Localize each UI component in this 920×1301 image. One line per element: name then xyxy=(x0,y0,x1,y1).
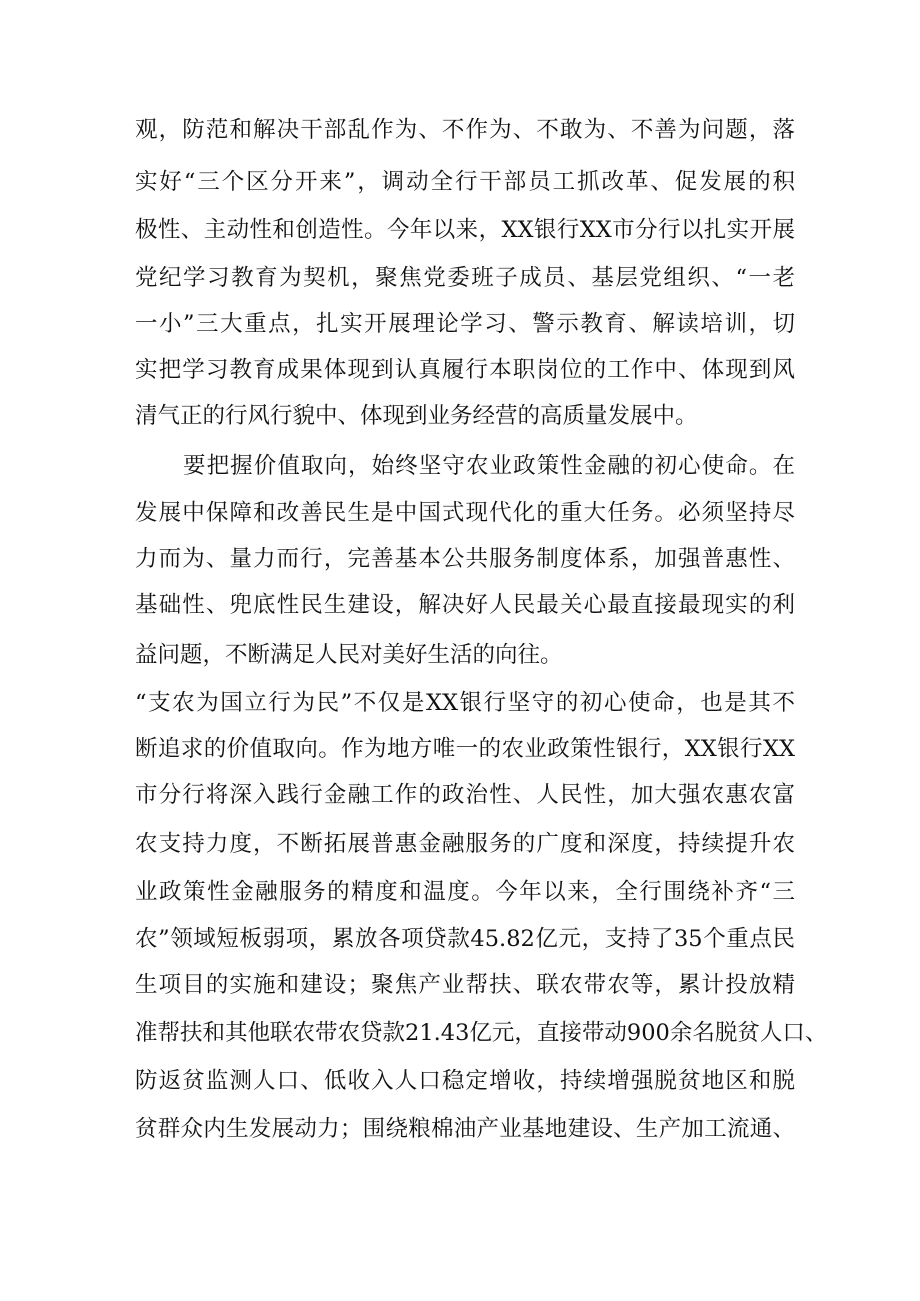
paragraph-3-line-9: 防返贫监测人口、低收入人口稳定增收，持续增强脱贫地区和脱 xyxy=(135,1068,795,1094)
paragraph-3-line-2: 断追求的价值取向。作为地方唯一的农业政策性银行，XX银行XX xyxy=(135,736,795,762)
paragraph-3-line-6: 农”领域短板弱项，累放各项贷款45.82亿元，支持了35个重点民 xyxy=(135,926,795,952)
paragraph-3-line-7: 生项目的实施和建设；聚焦产业帮扶、联农带农等，累计投放精 xyxy=(135,972,795,998)
paragraph-1-line-1: 观，防范和解决干部乱作为、不作为、不敢为、不善为问题，落 xyxy=(135,117,795,143)
paragraph-3-line-10: 贫群众内生发展动力；围绕粮棉油产业基地建设、生产加工流通、 xyxy=(135,1116,795,1142)
paragraph-2-line-1: 要把握价值取向，始终坚守农业政策性金融的初心使命。在 xyxy=(183,453,795,479)
paragraph-3-line-5: 业政策性金融服务的精度和温度。今年以来，全行围绕补齐“三 xyxy=(135,879,795,905)
paragraph-3-line-4: 农支持力度，不断拓展普惠金融服务的广度和深度，持续提升农 xyxy=(135,831,795,857)
paragraph-1-line-5: 一小”三大重点，扎实开展理论学习、警示教育、解读培训，切 xyxy=(135,311,795,337)
paragraph-3-line-3: 市分行将深入践行金融工作的政治性、人民性，加大强农惠农富 xyxy=(135,782,795,808)
paragraph-2-line-3: 力而为、量力而行，完善基本公共服务制度体系，加强普惠性、 xyxy=(135,546,795,572)
paragraph-1-line-3: 极性、主动性和创造性。今年以来，XX银行XX市分行以扎实开展 xyxy=(135,217,795,243)
paragraph-1-line-7: 清气正的行风行貌中、体现到业务经营的高质量发展中。 xyxy=(135,403,698,429)
paragraph-1-line-2: 实好“三个区分开来”，调动全行干部员工抓改革、促发展的积 xyxy=(135,169,795,195)
paragraph-2-line-5: 益问题，不断满足人民对美好生活的向往。 xyxy=(135,642,563,668)
paragraph-1-line-6: 实把学习教育成果体现到认真履行本职岗位的工作中、体现到风 xyxy=(135,357,795,383)
paragraph-1-line-4: 党纪学习教育为契机，聚焦党委班子成员、基层党组织、“一老 xyxy=(135,265,795,291)
paragraph-3-line-1: “支农为国立行为民”不仅是XX银行坚守的初心使命，也是其不 xyxy=(135,690,795,716)
paragraph-3-line-8: 准帮扶和其他联农带农贷款21.43亿元，直接带动900余名脱贫人口、 xyxy=(135,1020,828,1046)
paragraph-2-line-2: 发展中保障和改善民生是中国式现代化的重大任务。必须坚持尽 xyxy=(135,500,795,526)
paragraph-2-line-4: 基础性、兜底性民生建设，解决好人民最关心最直接最现实的利 xyxy=(135,592,795,618)
